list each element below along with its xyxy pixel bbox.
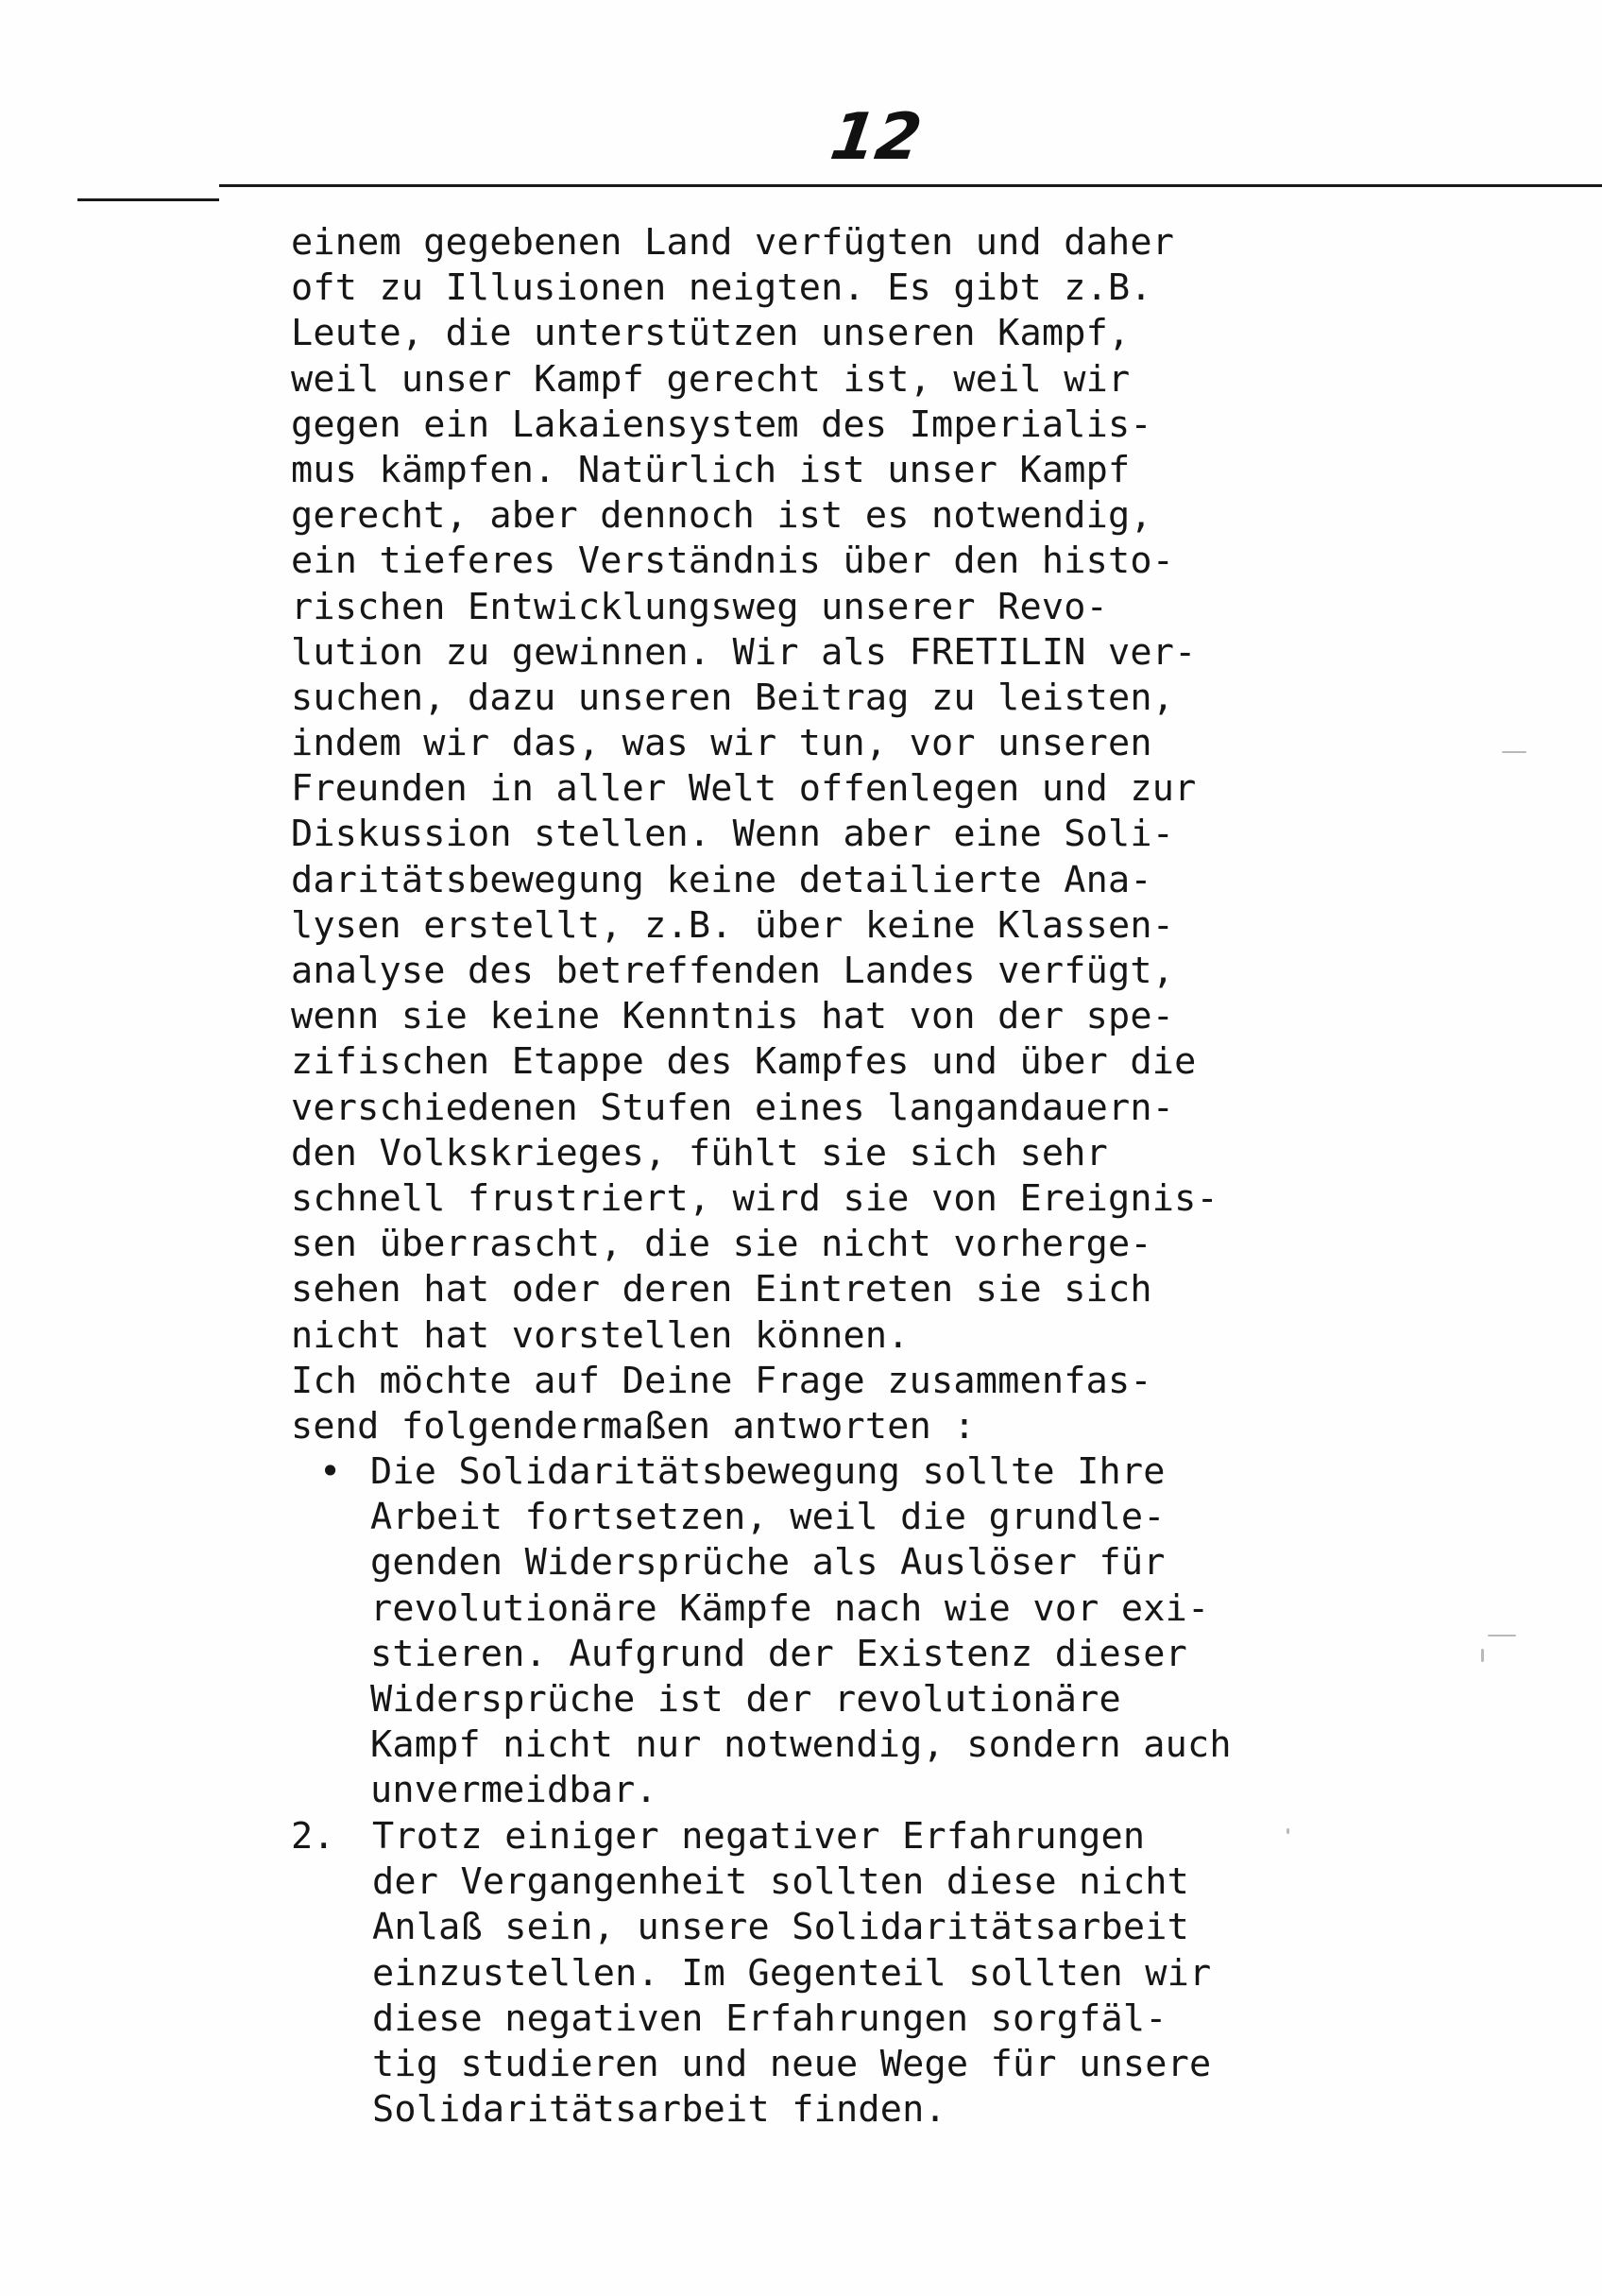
list-item [370,1449,1409,1814]
text-line: Trotz einiger negativer Erfahrungen [372,1815,1146,1858]
text-line: der Vergangenheit sollten diese nicht [372,1860,1190,1904]
text-line: oft zu Illusionen neigten. Es gibt z.B. [291,266,1152,310]
list-bullet-marker: • [319,1450,342,1493]
text-line: diese negativen Erfahrungen sorgfäl- [372,1996,1167,2040]
page-number: 12 [826,100,927,175]
text-line: Diskussion stellen. Wenn aber eine Soli- [291,813,1175,856]
text-line: suchen, dazu unseren Beitrag zu leisten, [291,676,1175,719]
text-line: ein tieferes Verständnis über den histo- [291,540,1175,583]
text-line: revolutionäre Kämpfe nach wie vor exi- [370,1586,1210,1630]
scan-speck [1287,1828,1289,1834]
text-line: daritätsbewegung keine detailierte Ana- [291,858,1152,901]
text-line: analyse des betreffenden Landes verfügt, [291,950,1175,992]
text-line: einem gegebenen Land verfügten und daher [291,221,1175,264]
list-number-marker: 2. [291,1815,335,1858]
text-line: mus kämpfen. Natürlich ist unser Kampf [291,448,1131,491]
header-rule-right [219,184,1602,187]
text-line: lysen erstellt, z.B. über keine Klassen- [291,903,1175,947]
text-line: Arbeit fortsetzen, weil die grundle- [370,1496,1166,1539]
header-rule-left [77,198,219,201]
scan-speck [1502,751,1526,753]
text-line: wenn sie keine Kenntnis hat von der spe- [291,995,1175,1038]
text-line: send folgendermaßen antworten : [291,1404,976,1448]
text-line: genden Widersprüche als Auslöser für [370,1541,1166,1585]
text-line: Kampf nicht nur notwendig, sondern auch [370,1723,1232,1767]
text-line: verschiedenen Stufen eines langandauern- [291,1086,1175,1129]
text-line: lution zu gewinnen. Wir als FRETILIN ver- [291,630,1197,674]
text-line: sen überrascht, die sie nicht vorherge- [291,1223,1152,1266]
text-line: Leute, die unterstützen unseren Kampf, [291,312,1131,355]
text-line: sehen hat oder deren Eintreten sie sich [291,1268,1152,1311]
scan-speck [1481,1649,1484,1662]
body-paragraph [291,220,1368,1449]
text-line: den Volkskrieges, fühlt sie sich sehr [291,1131,1109,1174]
text-line: indem wir das, was wir tun, vor unseren [291,722,1152,765]
text-line: rischen Entwicklungsweg unserer Revo- [291,585,1109,628]
text-line: Ich möchte auf Deine Frage zusammenfas- [291,1359,1152,1402]
text-line: weil unser Kampf gerecht ist, weil wir [291,357,1131,401]
text-line: Widersprüche ist der revolutionäre [370,1677,1121,1721]
text-line: einzustellen. Im Gegenteil sollten wir [372,1951,1212,1995]
text-line: Solidaritätsarbeit finden. [372,2088,946,2132]
text-line: schnell frustriert, wird sie von Ereignis- [291,1176,1219,1220]
text-line: Freunden in aller Welt offenlegen und zur [291,767,1197,811]
text-line: stieren. Aufgrund der Existenz dieser [370,1632,1188,1675]
text-line: gegen ein Lakaiensystem des Imperialis- [291,403,1152,446]
text-line: Anlaß sein, unsere Solidaritätsarbeit [372,1906,1190,1949]
text-line: nicht hat vorstellen können. [291,1313,910,1357]
text-line: zifischen Etappe des Kampfes und über die [291,1040,1197,1084]
text-line: tig studieren und neue Wege für unsere [372,2042,1212,2085]
text-line: Die Solidaritätsbewegung sollte Ihre [370,1450,1166,1493]
list-item [372,1814,1411,2133]
scan-speck [1488,1635,1516,1636]
text-line: gerecht, aber dennoch ist es notwendig, [291,494,1152,538]
text-line: unvermeidbar. [370,1769,657,1812]
